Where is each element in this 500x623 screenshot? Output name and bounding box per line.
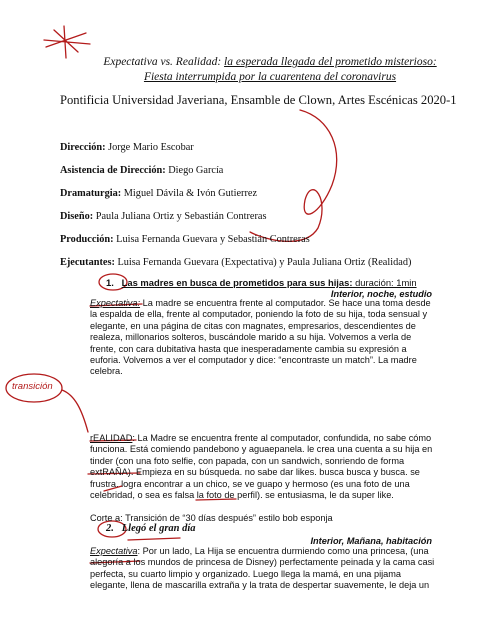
- scene-2-heading: [106, 523, 196, 534]
- scene-number: 2.: [106, 523, 114, 534]
- transition-note: transición: [12, 381, 53, 392]
- scene-cut-note: Corte a: Transición de “30 días después” estilo bob esponja: [90, 513, 333, 523]
- scene-title: Llegó el gran día: [121, 523, 196, 534]
- realidad-label: rEALIDAD: [90, 433, 133, 443]
- credit-value: Miguel Dávila & Ivón Gutierrez: [121, 188, 258, 199]
- underline-gran-dia: [128, 538, 180, 540]
- credit-value: Luisa Fernanda Guevara y Sebastián Contreras: [113, 234, 310, 245]
- subtitle-text: Fiesta interrumpida por la cuarentena del coronavirus: [143, 71, 397, 83]
- scene-2-expectativa: [90, 546, 435, 592]
- title-underlined: la esperada llegada del prometido misterioso:: [224, 56, 437, 68]
- document-subtitle: [60, 70, 480, 85]
- document-title: [60, 55, 480, 70]
- credit-value: Diego García: [165, 165, 224, 176]
- scene-number: 1.: [106, 277, 114, 288]
- scene-2-setting: Interior, Mañana, habitación: [310, 536, 432, 546]
- credit-label: Diseño:: [60, 211, 94, 222]
- title-prefix: Expectativa vs. Realidad:: [103, 56, 225, 68]
- expectativa-label: Expectativa: [90, 546, 138, 556]
- institution-line: Pontificia Universidad Javeriana, Ensamble de Clown, Artes Escénicas 2020-1: [60, 93, 457, 107]
- scene-1-heading: [106, 277, 417, 288]
- scene-duration: duración: 1min: [352, 277, 417, 288]
- expectativa-text: : Por un lado, La Hija se encuentra durmiendo como una princesa, (una alegoría a los mundos de princesa de Disney) perfectamente peinada y la cama casi perfecta, su cuarto limpio y organizado. Luego llega la mamá, en una pijama elegante, llena de mascarilla extraña y la trata de despertar suavemente, le deja un: [90, 546, 435, 591]
- credit-value: Luisa Fernanda Guevara (Expectativa) y Paula Juliana Ortiz (Realidad): [114, 257, 412, 268]
- star-doodle: [44, 26, 90, 58]
- credit-produccion: [60, 234, 310, 245]
- scene-1-expectativa: [90, 298, 435, 378]
- credit-value: Jorge Mario Escobar: [105, 142, 194, 153]
- scene-1-setting: Interior, noche, estudio: [330, 289, 432, 299]
- credit-label: Dramaturgia:: [60, 188, 122, 199]
- credit-value: Paula Juliana Ortiz y Sebastián Contreras: [93, 211, 267, 222]
- annotation-line: [62, 390, 88, 432]
- credit-ejecutantes: [60, 257, 411, 268]
- scene-title: Las madres en busca de prometidos para sus hijas:: [121, 277, 353, 288]
- credit-label: Producción:: [60, 234, 114, 245]
- credit-label: Asistencia de Dirección:: [60, 165, 166, 176]
- credit-label: Ejecutantes:: [60, 257, 115, 268]
- realidad-text: : La Madre se encuentra frente al computador, confundida, no sabe cómo funciona. Está comiendo pandebono y aguaepanela. le crea una cuenta a su hija en tinder (con una foto selfie, con papada, con un sandwich, sonriendo de forma extRAÑA). Empieza en su búsqueda. no sabe dar likes. busca busca y busca. se frustra. logra encontrar a un chico, se ve guapo y hermoso (es una foto de una celebridad, o sea es falsa la foto de perfil). se entusiasma, le da super like.: [90, 433, 433, 501]
- expectativa-label: Expectativa:: [90, 298, 141, 308]
- credit-diseno: [60, 211, 266, 222]
- credit-asistencia: [60, 165, 223, 176]
- credit-label: Dirección:: [60, 142, 106, 153]
- expectativa-text: La madre se encuentra frente al computador. Se hace una toma desde la espalda de ella, frente al computador, poniendo la foto de su hija, toda sensual y elegante, en una página de citas con magnates, empresarios, descendientes de realeza, millonarios solteros, buscándole marido a su hija. Volvemos a verla de frente, con cara dubitativa hasta que inesperadamente cambia su expresión a euforia. Volvemos a ver el computador y dice: “encontraste un match”. La madre celebra.: [90, 298, 431, 377]
- credit-direccion: [60, 142, 194, 153]
- credit-dramaturgia: [60, 188, 257, 199]
- scene-1-realidad: [90, 433, 435, 501]
